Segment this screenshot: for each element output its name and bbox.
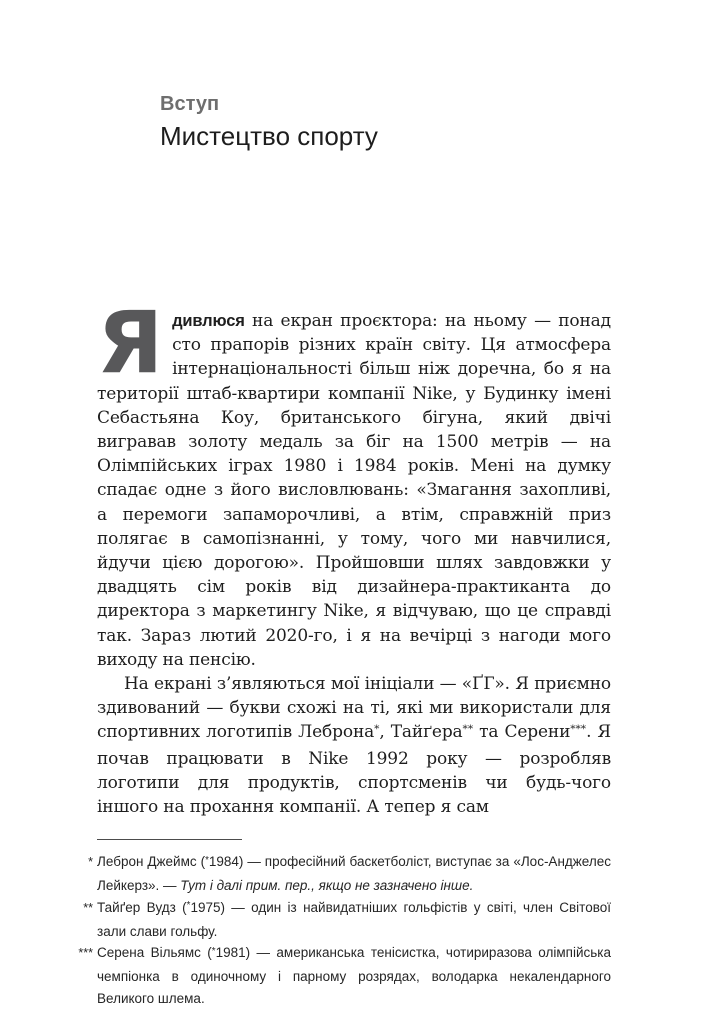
paragraph-1-text: на екран проєктора: на ньому — понад сто прапорів різних країн світу. Ця атмосфера інтернаціональності більш ніж доречна, бо я на території штаб-квартири компанії Nike, у Будинку імені Себастьяна Коу, британського бігуна, який двічі вигравав золоту медаль за біг на 1500 метрів — на Олімпійських іграх 1980 і 1984 років. Мені на думку спадає одне з його висловлювань: «Змагання захопливі, а перемоги запаморочливі, а втім, справжній приз полягає в самопізнанні, у тому, чого ми навчилися, йдучи цією дорогою». Пройшовши шлях завдовжки у двадцять сім років від дизайнера-практиканта до директора з маркетингу Nike, я відчуваю, що це справді так. Зараз лютий 2020-го, і я на вечірці з нагоди мого виходу на пенсію. bbox=[97, 311, 611, 670]
footnote-1 bbox=[88, 851, 611, 897]
footnote-3-marker: *** bbox=[78, 946, 93, 961]
paragraph-2 bbox=[97, 672, 611, 819]
chapter-heading bbox=[160, 92, 611, 151]
dropcap-letter: Я bbox=[97, 293, 164, 393]
footnote-2-marker: ** bbox=[83, 900, 93, 915]
paragraph-2-text-c: та Серени bbox=[473, 722, 571, 743]
footnote-ref-2: ** bbox=[462, 723, 474, 736]
footnote-3-text: 1981) — американська тенісистка, чотириразова олімпійська чемпіонка в одиночному і парному розрядах, володарка некалендарного Великого шлема. bbox=[97, 945, 611, 1007]
footnote-3 bbox=[78, 942, 611, 1009]
footnote-2 bbox=[83, 897, 611, 943]
body-text bbox=[97, 293, 611, 819]
footnote-2-text: 1975) — один із найвидатніших гольфістів у світі, член Світової зали слави гольфу. bbox=[97, 899, 611, 939]
footnote-1-birth-asterisk: * bbox=[205, 854, 209, 866]
paragraph-2-text-d: . Я почав працювати в Nike 1992 року — розробляв логотипи для продуктів, спортсменів чи будь-чого іншого на прохання компанії. А тепер я сам bbox=[97, 722, 611, 818]
footnotes bbox=[78, 851, 611, 1010]
footnote-3-text-pre: Серена Вільямс ( bbox=[97, 945, 212, 961]
footnote-1-text: 1984) — професійний баскетболіст, виступає за «Лос-Анджелес Лейкерз». — bbox=[97, 854, 611, 894]
footnote-ref-1: * bbox=[374, 723, 380, 736]
footnote-3-birth-asterisk: * bbox=[211, 946, 216, 958]
paragraph-2-text-a: На екрані з’являються мої ініціали — «ҐГ». Я приємно здивований — букви схожі на ті, які ми використали для спортивних логотипів Леброна bbox=[97, 674, 611, 743]
paragraph-2-text-b: , Тайґера bbox=[379, 722, 463, 743]
footnote-ref-3: *** bbox=[570, 723, 587, 736]
footnote-2-birth-asterisk: * bbox=[186, 900, 191, 912]
lead-word: дивлюся bbox=[172, 312, 245, 330]
footnote-divider bbox=[97, 839, 242, 840]
chapter-kicker: Вступ bbox=[160, 93, 220, 115]
footnote-1-marker: * bbox=[88, 855, 93, 870]
paragraph-1 bbox=[97, 293, 611, 672]
footnote-1-translator-note: Тут і далі прим. пер., якщо не зазначено інше. bbox=[180, 878, 474, 894]
footnote-2-text-pre: Тайґер Вудз ( bbox=[97, 899, 187, 915]
chapter-title: Мистецтво спорту bbox=[160, 121, 378, 151]
footnote-1-text-pre: Леброн Джеймс ( bbox=[97, 854, 206, 870]
